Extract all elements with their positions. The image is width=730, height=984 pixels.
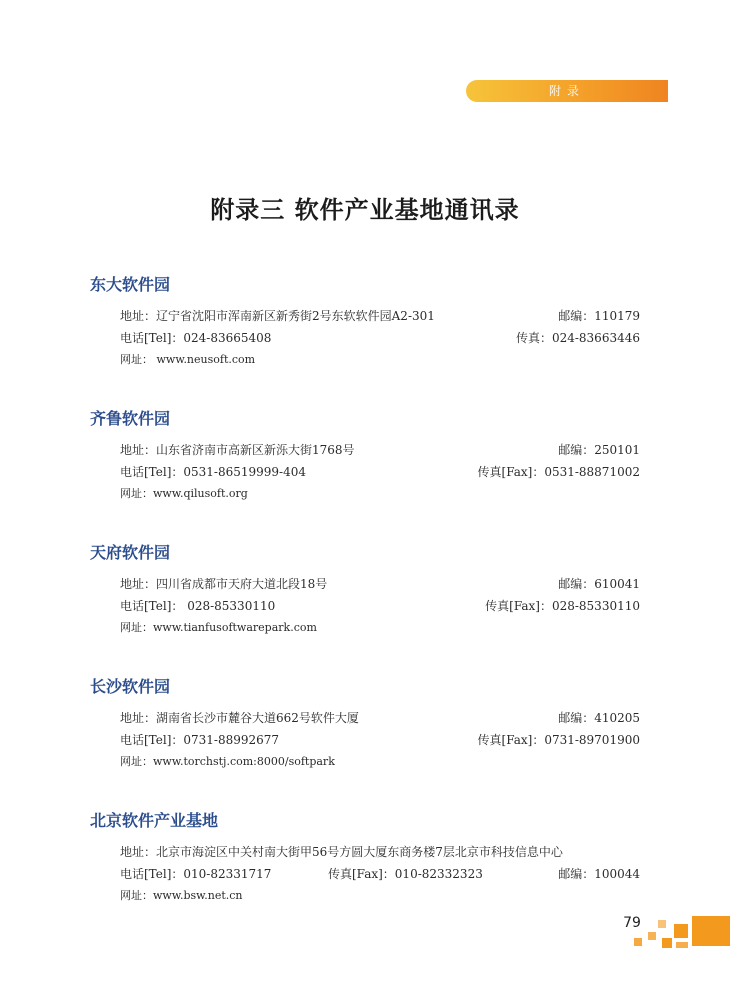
tel-text: 电话[Tel]：010-82331717 xyxy=(120,867,272,881)
web-row xyxy=(120,620,640,636)
address-row xyxy=(120,844,640,860)
fax-text: 传真：024-83663446 xyxy=(515,331,640,345)
web-row xyxy=(120,352,640,368)
section-title: 东大软件园 xyxy=(90,275,171,294)
tel-text: 电话[Tel]：0731-88992677 xyxy=(120,733,280,747)
phone-row xyxy=(120,330,640,346)
web-link[interactable]: 网址： www.neusoft.com xyxy=(120,353,256,366)
address-row xyxy=(120,308,640,324)
web-row xyxy=(120,754,640,770)
appendix-tab: 附录 xyxy=(466,80,668,102)
fax-text: 传真[Fax]：0531-88871002 xyxy=(477,465,640,479)
phone-row xyxy=(120,464,640,480)
postcode-text: 邮编：410205 xyxy=(558,711,640,725)
address-text: 地址：四川省成都市天府大道北段18号 xyxy=(120,577,328,591)
address-text: 地址：辽宁省沈阳市浑南新区新秀街2号东软软件园A2-301 xyxy=(120,309,435,323)
page-number: 79 xyxy=(623,915,641,931)
postcode-text: 邮编：610041 xyxy=(558,577,640,591)
address-row xyxy=(120,710,640,726)
address-text: 地址：山东省济南市高新区新泺大街1768号 xyxy=(120,443,355,457)
address-text: 地址：北京市海淀区中关村南大街甲56号方圆大厦东商务楼7层北京市科技信息中心 xyxy=(120,845,563,859)
web-row xyxy=(120,888,640,904)
fax-text: 传真[Fax]：010-82332323 xyxy=(328,867,483,881)
phone-row xyxy=(120,732,640,748)
phone-row xyxy=(120,866,640,882)
web-link[interactable]: 网址：www.tianfusoftwarepark.com xyxy=(120,621,317,634)
fax-text: 传真[Fax]：0731-89701900 xyxy=(477,733,640,747)
section-title: 长沙软件园 xyxy=(90,677,171,696)
postcode-text: 邮编：250101 xyxy=(558,443,640,457)
web-row xyxy=(120,486,640,502)
postcode-text: 邮编：110179 xyxy=(558,309,640,323)
web-link[interactable]: 网址：www.bsw.net.cn xyxy=(120,889,243,902)
address-row xyxy=(120,442,640,458)
address-text: 地址：湖南省长沙市麓谷大道662号软件大厦 xyxy=(120,711,359,725)
page-title: 附录三 软件产业基地通讯录 xyxy=(210,196,520,224)
tel-text: 电话[Tel]：024-83665408 xyxy=(120,331,272,345)
phone-row xyxy=(120,598,640,614)
address-row xyxy=(120,576,640,592)
section-title: 齐鲁软件园 xyxy=(90,409,171,428)
postcode-text: 邮编：100044 xyxy=(558,867,640,881)
tel-text: 电话[Tel]：0531-86519999-404 xyxy=(120,465,307,479)
fax-text: 传真[Fax]：028-85330110 xyxy=(485,599,640,613)
section-title: 北京软件产业基地 xyxy=(90,811,219,830)
web-link[interactable]: 网址：www.qilusoft.org xyxy=(120,487,248,500)
tel-text: 电话[Tel]： 028-85330110 xyxy=(120,599,276,613)
section-title: 天府软件园 xyxy=(90,543,171,562)
web-link[interactable]: 网址：www.torchstj.com:8000/softpark xyxy=(120,755,335,768)
